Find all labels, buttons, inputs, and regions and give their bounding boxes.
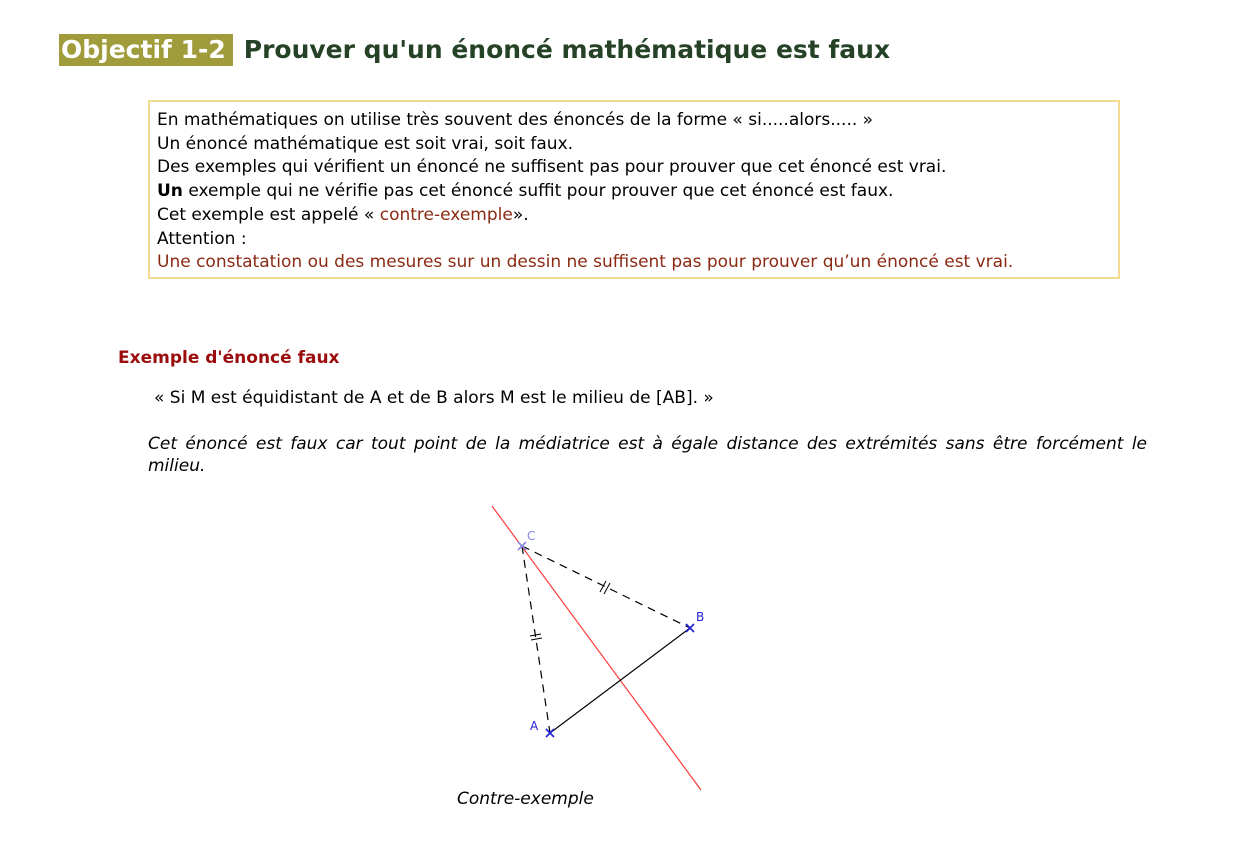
perpendicular-bisector (492, 506, 701, 790)
page-header (59, 34, 890, 66)
equal-mark-cb (600, 581, 610, 594)
definition-line-1: En mathématiques on utilise très souvent des énoncés de la forme « si.....alors..... » (157, 110, 874, 130)
counterexample-figure (440, 495, 740, 805)
definition-line-4-text: exemple qui ne vérifie pas cet énoncé suffit pour prouver que cet énoncé est faux. (182, 181, 894, 202)
figure-caption: Contre-exemple (457, 789, 594, 809)
segment-ab (550, 628, 690, 733)
point-b-cross (686, 624, 694, 632)
point-a-label: A (530, 719, 539, 733)
objective-badge: Objectif 1-2 (59, 34, 233, 66)
definition-line-3: Des exemples qui vérifient un énoncé ne suffisent pas pour prouver que cet énoncé est vrai. (157, 157, 947, 178)
definition-line-6: Attention : (157, 228, 247, 249)
definition-line-5 (157, 204, 1118, 228)
definition-line-2: Un énoncé mathématique est soit vrai, soit faux. (157, 133, 574, 154)
example-section-title: Exemple d'énoncé faux (118, 348, 340, 368)
false-statement: « Si M est équidistant de A et de B alors M est le milieu de [AB]. » (154, 388, 714, 408)
segment-cb (522, 546, 690, 628)
definition-warning: Une constatation ou des mesures sur un dessin ne suffisent pas pour prouver qu’un énoncé est vrai. (157, 252, 1014, 273)
counterexample-term: contre-exemple (379, 204, 513, 225)
explanation-text: Cet énoncé est faux car tout point de la médiatrice est à égale distance des extrémités sans être forcément le milieu. (148, 434, 1147, 476)
definition-box (148, 100, 1120, 279)
point-b-label: B (696, 610, 705, 624)
definition-line-5-prefix: Cet exemple est appelé « (157, 204, 380, 225)
point-c-label: C (527, 529, 536, 543)
page-title: Prouver qu'un énoncé mathématique est faux (243, 35, 891, 64)
definition-line-5-suffix: ». (512, 204, 529, 225)
equal-mark-ca (530, 634, 542, 640)
definition-line-4 (157, 180, 1118, 204)
definition-emphasis-un: Un (157, 181, 183, 202)
